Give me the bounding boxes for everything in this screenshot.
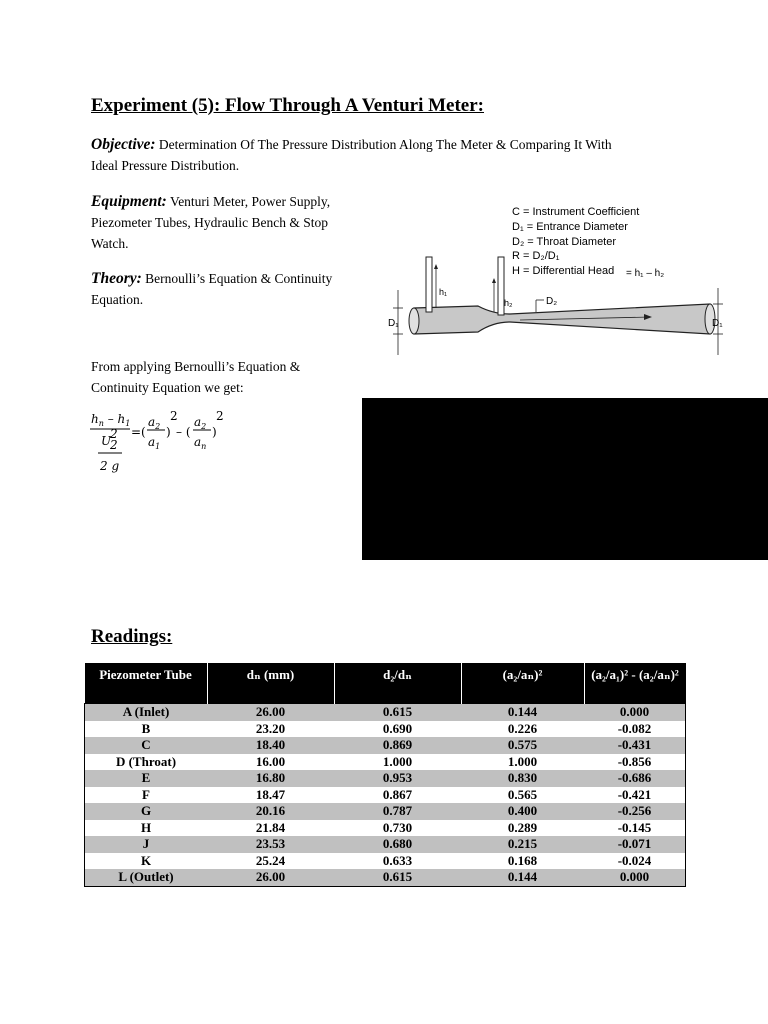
table-cell: 0.226	[461, 721, 584, 738]
table-row	[85, 754, 686, 771]
table-cell: 0.869	[334, 737, 461, 754]
column-header: Piezometer Tube	[85, 663, 208, 704]
table-cell: -0.256	[584, 803, 686, 820]
table-cell: 0.787	[334, 803, 461, 820]
table-row	[85, 803, 686, 820]
table-cell: 26.00	[207, 704, 334, 721]
head-expression: = h₁ – h₂	[626, 268, 665, 279]
table-cell: 0.680	[334, 836, 461, 853]
table-row	[85, 869, 686, 886]
page-title: Experiment (5): Flow Through A Venturi Meter:	[91, 95, 484, 116]
legend-line-3: D₂ = Throat Diameter	[512, 236, 617, 248]
table-cell: 0.953	[334, 770, 461, 787]
table-cell: 18.47	[207, 787, 334, 804]
equipment-paragraph	[91, 191, 381, 254]
derivation-paragraph	[91, 356, 381, 398]
theory-line-2: Equation.	[91, 292, 144, 307]
theory-label: Theory:	[91, 270, 142, 287]
label-d1-right: D₁	[712, 318, 723, 329]
column-header: (a₂/aₙ)²	[461, 663, 584, 704]
legend-line-4: R = D₂/D₁	[512, 250, 560, 262]
table-cell: 0.633	[334, 853, 461, 870]
svg-text:): )	[166, 425, 171, 439]
readings-table	[84, 663, 686, 887]
table-cell: 0.000	[584, 869, 686, 886]
objective-label: Objective:	[91, 136, 156, 153]
derivation-line-1: From applying Bernoulli’s Equation &	[91, 359, 301, 374]
table-cell: 26.00	[207, 869, 334, 886]
svg-text:2: 2	[110, 427, 118, 441]
table-cell: 0.565	[461, 787, 584, 804]
svg-text:an: $a_n$	[194, 435, 207, 451]
derivation-line-2: Continuity Equation we get:	[91, 380, 244, 395]
table-cell: 23.20	[207, 721, 334, 738]
column-header: dₙ (mm)	[207, 663, 334, 704]
svg-text:– (: – (	[176, 425, 191, 439]
table-cell: L (Outlet)	[85, 869, 208, 886]
svg-text:2: 2	[216, 409, 224, 423]
svg-text:2: 2	[110, 438, 118, 452]
redacted-image-block	[362, 398, 768, 560]
table-cell: -0.082	[584, 721, 686, 738]
svg-text:): )	[212, 425, 217, 439]
table-cell: B	[85, 721, 208, 738]
table-cell: G	[85, 803, 208, 820]
table-row	[85, 820, 686, 837]
venturi-meter-diagram	[388, 200, 740, 365]
label-d2: D₂	[546, 296, 558, 307]
column-header: d₂/dₙ	[334, 663, 461, 704]
table-row	[85, 770, 686, 787]
readings-table-body	[85, 704, 686, 887]
label-h1: h₁	[439, 287, 448, 297]
svg-text:2 g: 2 g	[100, 459, 120, 473]
table-cell: 20.16	[207, 803, 334, 820]
table-cell: 0.168	[461, 853, 584, 870]
svg-text:a1: $a_1$	[148, 435, 161, 451]
theory-line-1: Bernoulli’s Equation & Continuity	[145, 271, 333, 286]
table-cell: -0.071	[584, 836, 686, 853]
table-cell: 1.000	[334, 754, 461, 771]
table-cell: F	[85, 787, 208, 804]
table-cell: -0.024	[584, 853, 686, 870]
readings-heading: Readings:	[91, 626, 173, 647]
equipment-line-2: Piezometer Tubes, Hydraulic Bench & Stop	[91, 215, 328, 230]
table-cell: C	[85, 737, 208, 754]
table-cell: -0.856	[584, 754, 686, 771]
objective-paragraph	[91, 134, 701, 176]
legend-line-2: D₁ = Entrance Diameter	[512, 221, 628, 233]
table-cell: 0.000	[584, 704, 686, 721]
svg-text:a2: $a_2$	[148, 415, 161, 431]
table-cell: 0.575	[461, 737, 584, 754]
svg-text:a2: $a_2$	[194, 415, 207, 431]
table-header-row	[85, 663, 686, 704]
table-cell: 18.40	[207, 737, 334, 754]
legend-line-5: H = Differential Head	[512, 265, 615, 277]
table-cell: 23.53	[207, 836, 334, 853]
table-row	[85, 853, 686, 870]
legend-line-1: C = Instrument Coefficient	[512, 206, 640, 218]
table-cell: 0.289	[461, 820, 584, 837]
table-cell: -0.145	[584, 820, 686, 837]
table-cell: 0.730	[334, 820, 461, 837]
svg-text:hn – h1: $h_n - h_1$	[91, 412, 131, 428]
table-cell: 0.615	[334, 869, 461, 886]
table-cell: 0.144	[461, 704, 584, 721]
table-cell: 16.80	[207, 770, 334, 787]
table-row	[85, 787, 686, 804]
equipment-label: Equipment:	[91, 193, 167, 210]
label-d1-left: D₁	[388, 318, 399, 329]
table-cell: K	[85, 853, 208, 870]
label-h2: h₂	[504, 298, 513, 308]
svg-text:U: U	[101, 434, 112, 448]
equipment-line-3: Watch.	[91, 236, 129, 251]
table-cell: -0.421	[584, 787, 686, 804]
table-row	[85, 737, 686, 754]
table-cell: 0.830	[461, 770, 584, 787]
table-cell: E	[85, 770, 208, 787]
table-cell: 16.00	[207, 754, 334, 771]
objective-text-2: Ideal Pressure Distribution.	[91, 158, 240, 173]
svg-text:2: 2	[170, 409, 178, 423]
table-cell: D (Throat)	[85, 754, 208, 771]
svg-text:=(: =(	[131, 425, 146, 439]
table-cell: J	[85, 836, 208, 853]
table-row	[85, 704, 686, 721]
table-cell: -0.686	[584, 770, 686, 787]
bernoulli-equation	[90, 408, 240, 480]
table-row	[85, 836, 686, 853]
theory-paragraph	[91, 268, 381, 310]
table-cell: A (Inlet)	[85, 704, 208, 721]
table-cell: 0.144	[461, 869, 584, 886]
table-cell: H	[85, 820, 208, 837]
column-header: (a₂/a₁)² - (a₂/aₙ)²	[584, 663, 686, 704]
table-cell: 0.400	[461, 803, 584, 820]
table-cell: 0.215	[461, 836, 584, 853]
equipment-line-1: Venturi Meter, Power Supply,	[169, 194, 331, 209]
objective-text: Determination Of The Pressure Distribution Along The Meter & Comparing It With	[158, 137, 612, 152]
table-cell: 0.690	[334, 721, 461, 738]
table-cell: -0.431	[584, 737, 686, 754]
table-cell: 1.000	[461, 754, 584, 771]
table-cell: 21.84	[207, 820, 334, 837]
table-cell: 25.24	[207, 853, 334, 870]
table-row	[85, 721, 686, 738]
table-cell: 0.867	[334, 787, 461, 804]
table-cell: 0.615	[334, 704, 461, 721]
